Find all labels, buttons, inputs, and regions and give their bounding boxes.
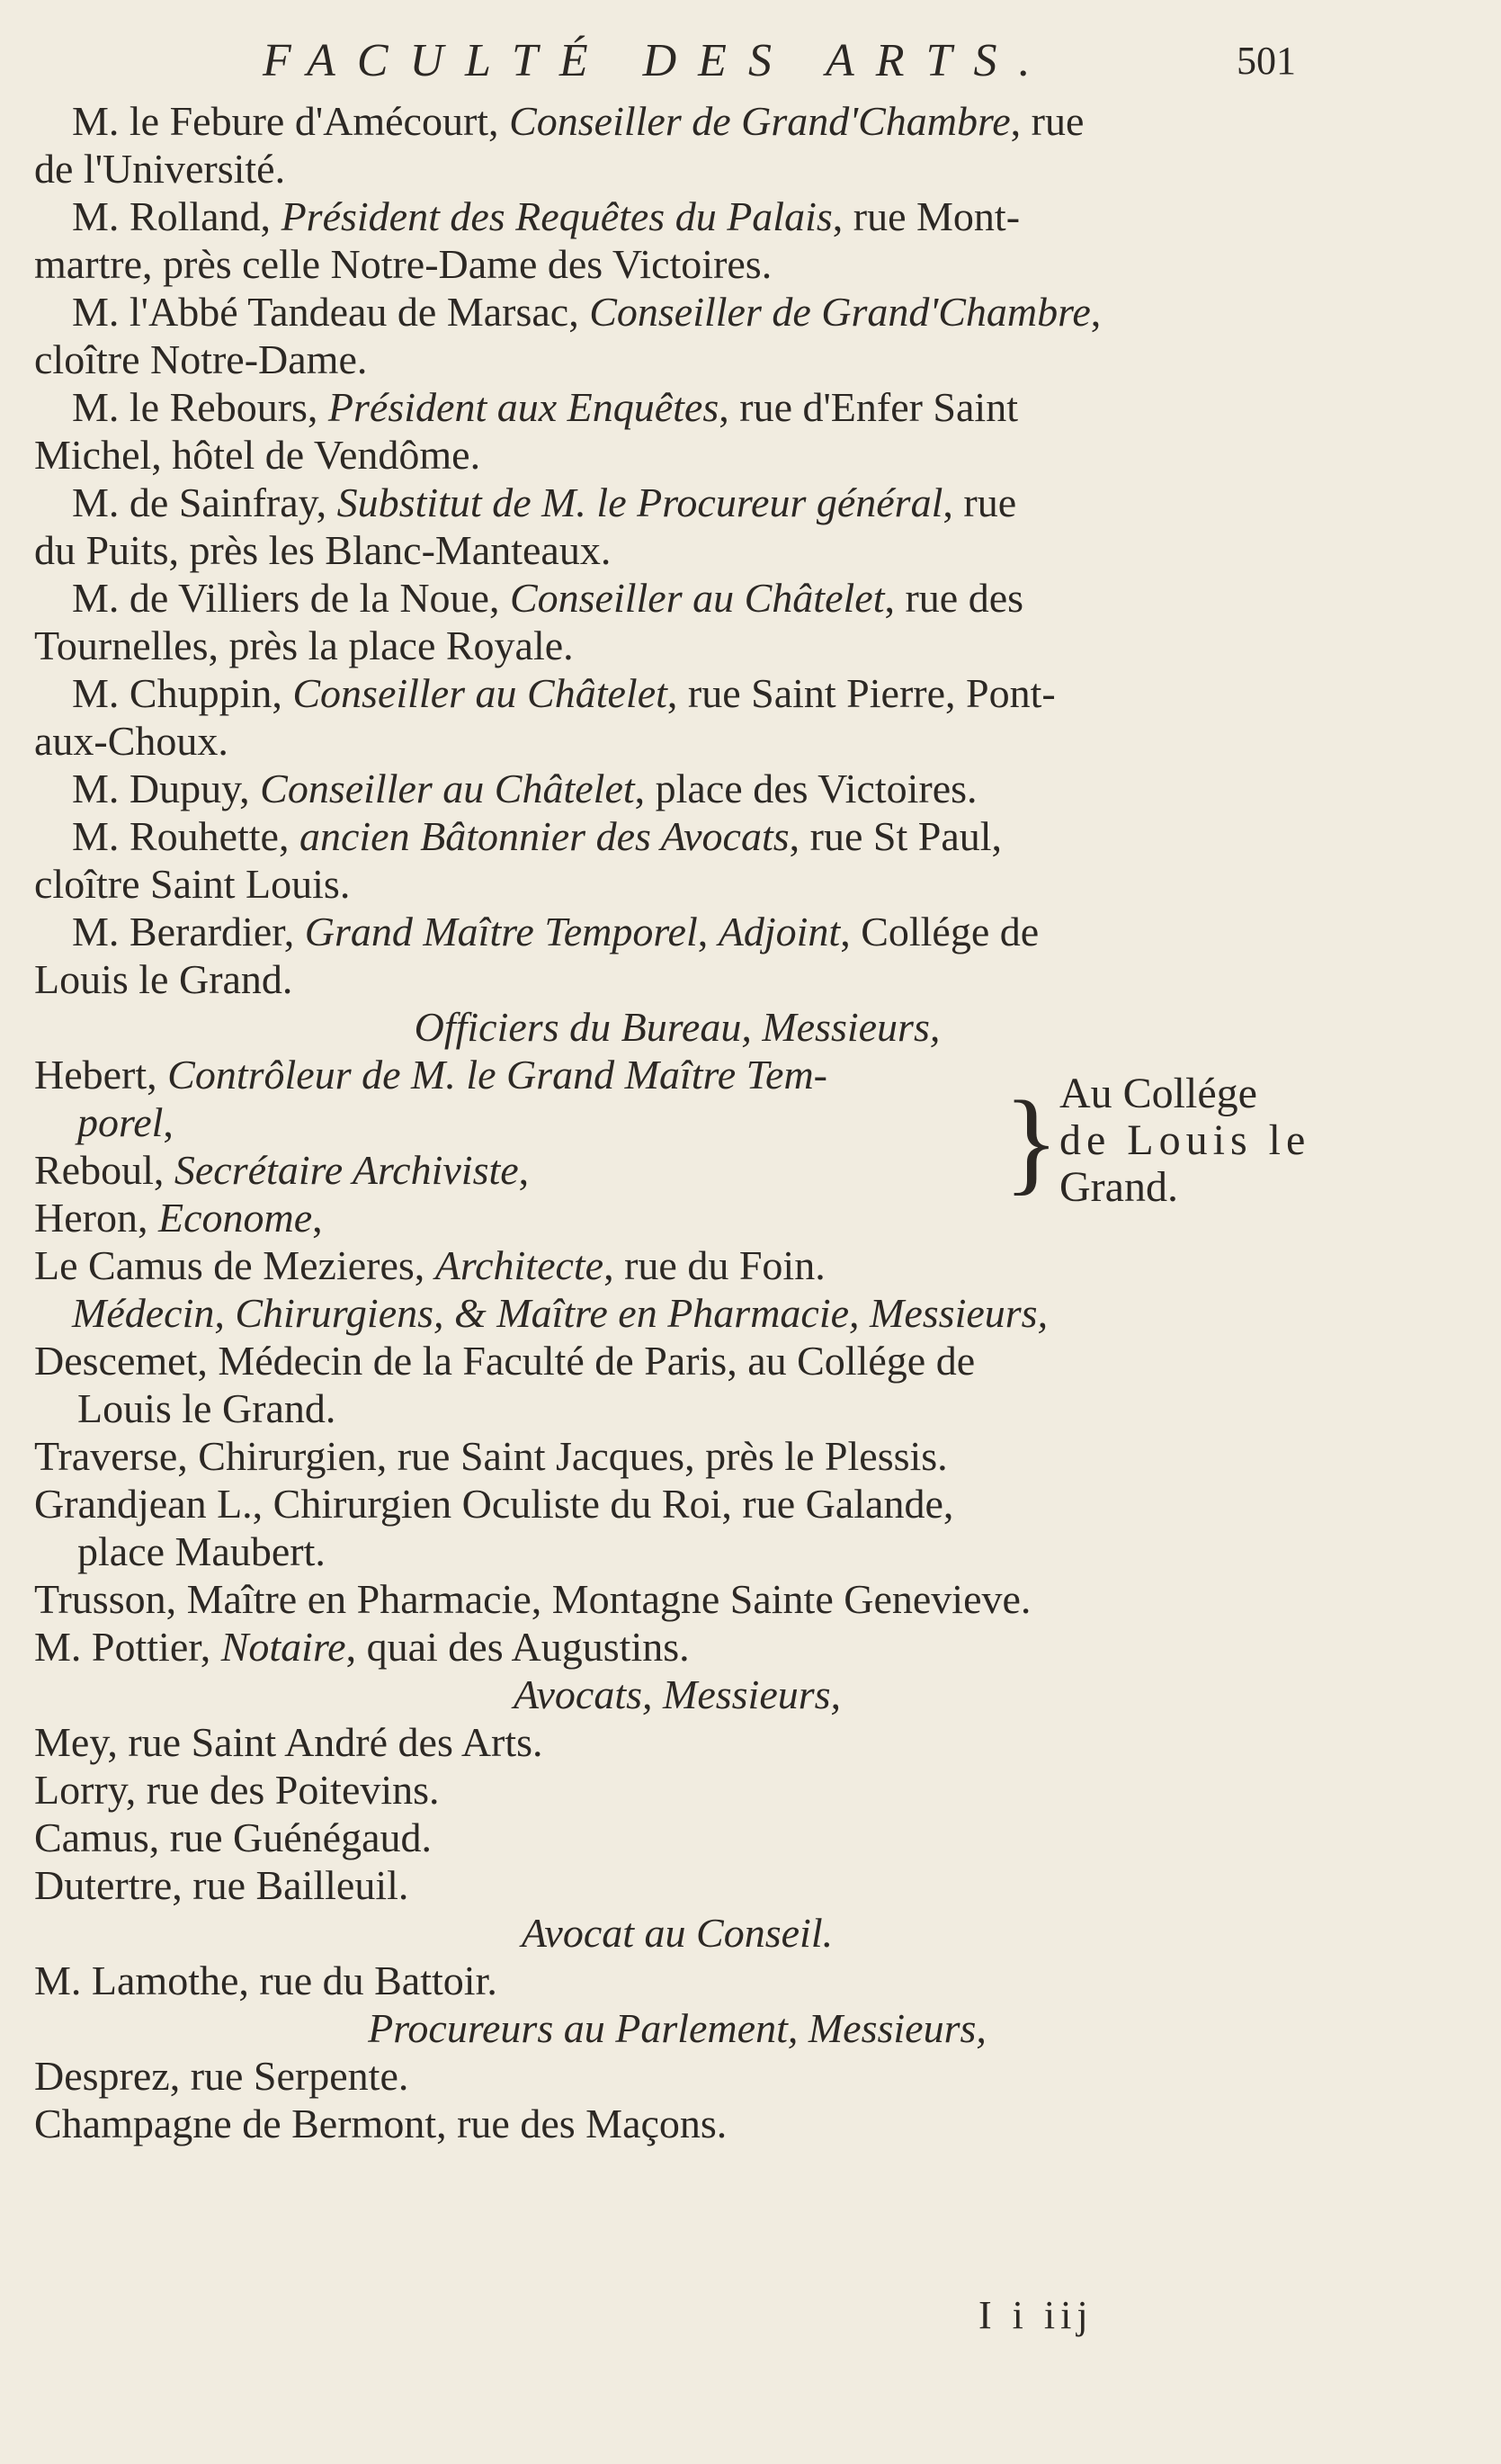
text-run: , rue des	[884, 575, 1024, 621]
text-line	[34, 336, 1320, 383]
text-run: Camus, rue Guénégaud.	[34, 1814, 432, 1860]
text-run: M. le Febure d'Amécourt,	[72, 98, 510, 144]
page-number: 501	[1237, 39, 1296, 83]
text-run: cloître Saint Louis.	[34, 861, 351, 907]
text-line	[34, 479, 1320, 526]
text-line	[34, 97, 1320, 145]
italic-text: Architecte	[434, 1242, 604, 1288]
text-run: M. Dupuy,	[72, 766, 261, 811]
text-run: Grandjean L., Chirurgien Oculiste du Roi, rue Galande,	[34, 1481, 954, 1527]
text-line	[34, 1337, 1320, 1384]
text-run: M. Lamothe, rue du Battoir.	[34, 1958, 497, 2003]
section-heading	[34, 1671, 1320, 1718]
text-line	[34, 1957, 1320, 2004]
text-run: M. Rouhette,	[72, 813, 299, 859]
text-line	[34, 574, 1320, 622]
text-run: Dutertre, rue Bailleuil.	[34, 1862, 409, 1908]
text-line	[34, 955, 1320, 1003]
running-title: FACULTÉ DES ARTS.	[263, 35, 1052, 86]
text-line	[34, 908, 1320, 955]
text-run: , quai des Augustins.	[345, 1624, 690, 1670]
text-line	[34, 1241, 1320, 1289]
text-run: , rue	[1010, 98, 1085, 144]
text-line	[34, 431, 1320, 479]
italic-text: Conseiller au Châtelet	[509, 575, 885, 621]
text-line	[34, 1384, 1320, 1432]
text-run: ,	[1090, 289, 1102, 335]
text-run: , rue du Foin.	[603, 1242, 826, 1288]
text-line	[34, 383, 1320, 431]
text-line	[34, 240, 1320, 288]
italic-text: Avocat au Conseil.	[521, 1910, 834, 1956]
brace-glyph: }	[1004, 1078, 1059, 1205]
text-run: martre, près celle Notre-Dame des Victoires.	[34, 241, 773, 287]
text-run: Mey, rue Saint André des Arts.	[34, 1719, 543, 1765]
officers-list	[34, 1051, 1005, 1241]
text-run: ,	[312, 1195, 323, 1241]
text-line	[34, 145, 1320, 193]
text-run: Champagne de Bermont, rue des Maçons.	[34, 2101, 728, 2146]
text-line	[34, 1098, 1005, 1146]
italic-text: Contrôleur de M. le Grand Maître Tem-	[167, 1052, 827, 1098]
text-line	[34, 1528, 1320, 1575]
text-run: M. Pottier,	[34, 1624, 221, 1670]
text-run: Louis le Grand.	[77, 1385, 336, 1431]
signature-mark: I i iij	[978, 2293, 1094, 2337]
text-run: , rue d'Enfer Saint	[719, 384, 1018, 430]
text-run: ,	[518, 1147, 530, 1193]
text-run: M. Berardier,	[72, 909, 305, 954]
text-run: de l'Université.	[34, 146, 286, 192]
text-line	[34, 1194, 1005, 1241]
text-line	[34, 1575, 1320, 1623]
italic-text: Conseiller au Châtelet	[292, 670, 667, 716]
italic-text: Conseiller de Grand'Chambre	[589, 289, 1091, 335]
text-run: Michel, hôtel de Vendôme.	[34, 432, 481, 478]
text-line	[34, 1814, 1320, 1861]
text-line	[34, 765, 1320, 812]
text-line	[34, 1480, 1320, 1528]
text-run: ,	[163, 1099, 174, 1145]
text-run: Trusson, Maître en Pharmacie, Montagne Sainte Genevieve.	[34, 1576, 1032, 1622]
text-run: Heron,	[34, 1195, 158, 1241]
italic-text: Médecin, Chirurgiens, & Maître en Pharmacie, Messieurs,	[72, 1290, 1049, 1336]
bracket-note	[1059, 1071, 1329, 1211]
text-run: Lorry, rue des Poitevins.	[34, 1767, 440, 1813]
text-line	[34, 2100, 1320, 2147]
section-heading	[34, 1003, 1320, 1051]
bracket-note-line: Au Collége	[1059, 1070, 1257, 1117]
italic-text: Conseiller de Grand'Chambre	[509, 98, 1011, 144]
text-run: Louis le Grand.	[34, 956, 293, 1002]
text-run: Tournelles, près la place Royale.	[34, 623, 574, 668]
text-run: , rue Mont-	[832, 193, 1021, 239]
text-run: M. Chuppin,	[72, 670, 293, 716]
text-line	[34, 1718, 1320, 1766]
text-run: Reboul,	[34, 1147, 174, 1193]
text-line	[34, 526, 1320, 574]
text-line	[34, 1623, 1320, 1671]
italic-text: Officiers du Bureau, Messieurs,	[414, 1004, 941, 1050]
text-run: , rue	[943, 479, 1017, 525]
text-line	[34, 2052, 1320, 2100]
text-run: M. l'Abbé Tandeau de Marsac,	[72, 289, 590, 335]
text-run: Hebert,	[34, 1052, 168, 1098]
text-line	[34, 1146, 1005, 1194]
text-run: M. de Villiers de la Noue,	[72, 575, 510, 621]
text-run: M. le Rebours,	[72, 384, 328, 430]
text-run: M. Rolland,	[72, 193, 281, 239]
bureau-officers-group	[34, 1051, 1320, 1241]
text-run: du Puits, près les Blanc-Manteaux.	[34, 527, 612, 573]
italic-text: Président des Requêtes du Palais	[281, 193, 833, 239]
text-line	[34, 812, 1320, 860]
text-line	[34, 1289, 1320, 1337]
italic-text: Adjoint	[718, 909, 841, 954]
text-run: , rue St Paul,	[789, 813, 1003, 859]
italic-text: Président aux Enquêtes	[327, 384, 719, 430]
italic-text: Secrétaire Archiviste	[174, 1147, 519, 1193]
bracket-note-line: Grand.	[1059, 1163, 1178, 1211]
text-line	[34, 193, 1320, 240]
page-body	[34, 97, 1320, 2147]
text-line	[34, 717, 1320, 765]
section-heading	[34, 1909, 1320, 1957]
italic-text: Conseiller au Châtelet	[260, 766, 635, 811]
text-run: cloître Notre-Dame.	[34, 336, 368, 382]
bracket-note-line: de Louis le	[1059, 1116, 1311, 1164]
text-run: , rue Saint Pierre, Pont-	[666, 670, 1056, 716]
italic-text: Grand Maître Temporel	[304, 909, 698, 954]
text-run: place Maubert.	[77, 1528, 326, 1574]
italic-text: Econome	[157, 1195, 313, 1241]
text-run: Le Camus de Mezieres,	[34, 1242, 435, 1288]
text-run: ,	[697, 909, 719, 954]
text-run: Desprez, rue Serpente.	[34, 2053, 409, 2099]
text-line	[34, 669, 1320, 717]
text-line	[34, 288, 1320, 336]
text-line	[34, 1051, 1005, 1098]
text-run: Descemet, Médecin de la Faculté de Paris, au Collége de	[34, 1338, 976, 1384]
text-line	[34, 622, 1320, 669]
italic-text: Notaire	[220, 1624, 346, 1670]
text-run: , Collége de	[840, 909, 1040, 954]
text-line	[34, 1861, 1320, 1909]
section-heading	[34, 2004, 1320, 2052]
text-line	[34, 1432, 1320, 1480]
text-run: Traverse, Chirurgien, rue Saint Jacques, près le Plessis.	[34, 1433, 948, 1479]
text-run: , place des Victoires.	[634, 766, 978, 811]
italic-text: Substitut de M. le Procureur général	[336, 479, 943, 525]
italic-text: Procureurs au Parlement, Messieurs,	[368, 2005, 987, 2051]
text-line	[34, 1766, 1320, 1814]
italic-text: Avocats, Messieurs,	[513, 1671, 842, 1717]
text-run: M. de Sainfray,	[72, 479, 337, 525]
text-line	[34, 860, 1320, 908]
italic-text: porel	[77, 1099, 164, 1145]
running-header	[0, 34, 1501, 88]
text-run: aux-Choux.	[34, 718, 228, 764]
italic-text: ancien Bâtonnier des Avocats	[299, 813, 790, 859]
